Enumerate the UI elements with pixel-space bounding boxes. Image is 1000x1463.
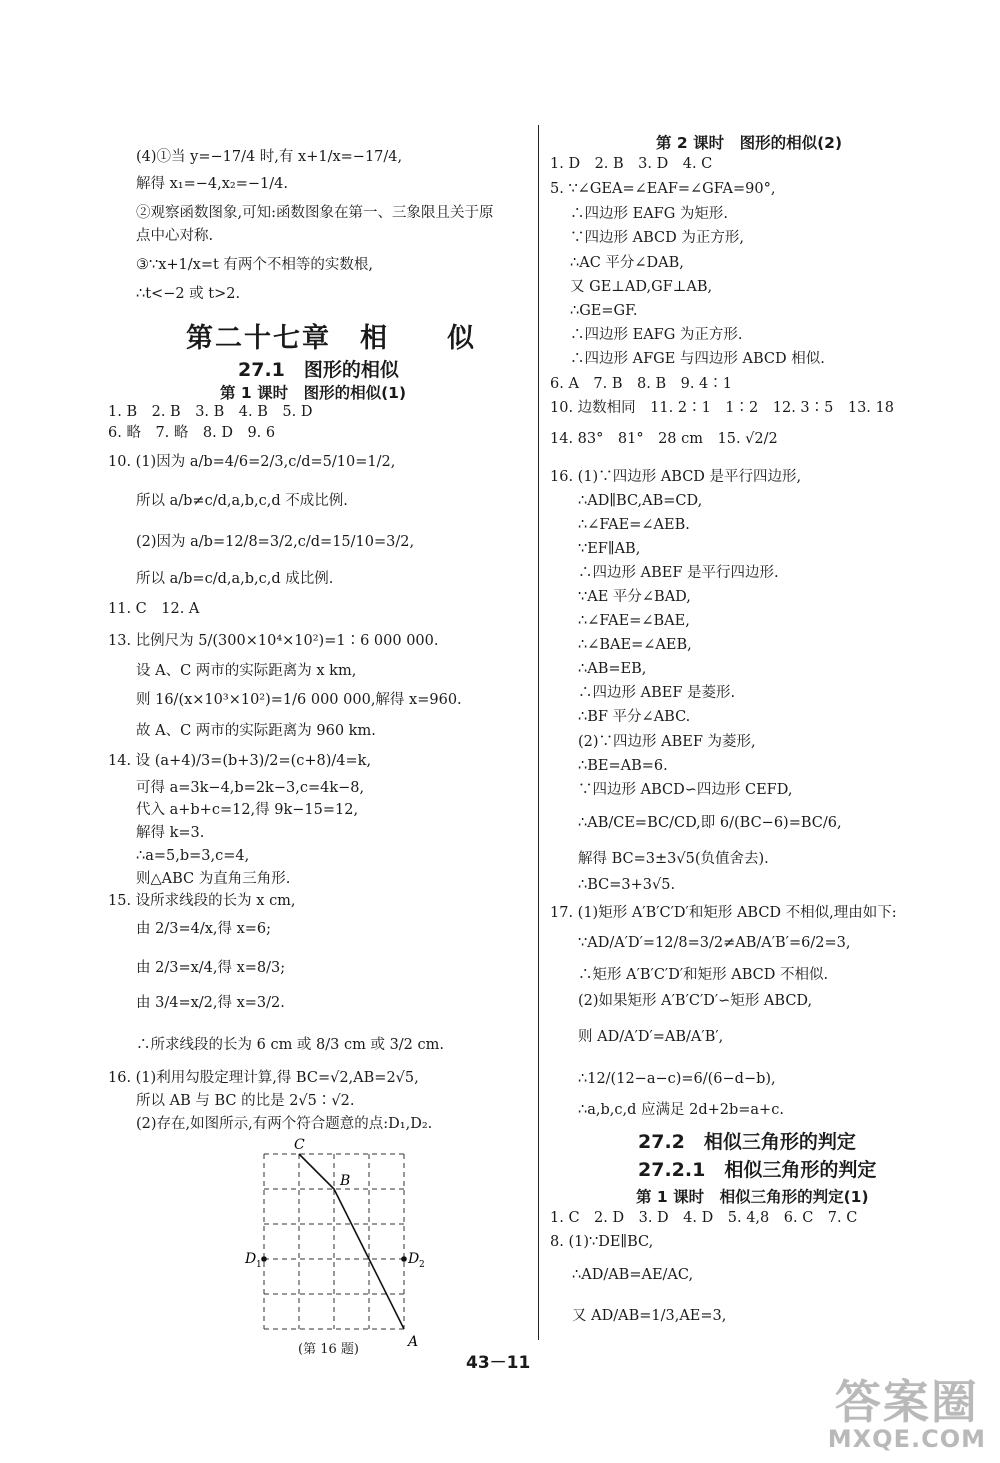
page-number: 43－11	[466, 1353, 531, 1373]
watermark-top: 答案圈	[834, 1375, 979, 1429]
answer-line: ∴AB=EB,	[578, 661, 647, 677]
answer-line: 可得 a=3k−4,b=2k−3,c=4k−8,	[136, 780, 365, 796]
answer-line: (2)存在,如图所示,有两个符合题意的点:D₁,D₂.	[136, 1116, 433, 1132]
answer-line: ∵四边形 ABCD∽四边形 CEFD,	[578, 782, 793, 798]
answer-line: 由 2/3=4/x,得 x=6;	[136, 921, 272, 937]
answer-line: 11. C 12. A	[108, 601, 200, 617]
answer-line: 由 2/3=x/4,得 x=8/3;	[136, 960, 286, 976]
answer-line: ∴AD/AB=AE/AC,	[572, 1267, 694, 1283]
figure-caption: (第 16 题)	[298, 1342, 359, 1357]
answer-line: 6. A 7. B 8. B 9. 4∶1	[550, 376, 733, 392]
answer-line: ∴AC 平分∠DAB,	[570, 255, 684, 271]
answer-line: 又 AD/AB=1/3,AE=3,	[572, 1308, 727, 1324]
answer-line: 由 3/4=x/2,得 x=3/2.	[136, 995, 285, 1011]
answer-line: 16. (1)∵四边形 ABCD 是平行四边形,	[550, 469, 802, 485]
answer-line: 1. C 2. D 3. D 4. D 5. 4,8 6. C 7. C	[550, 1210, 858, 1226]
answer-line: ∴四边形 ABEF 是平行四边形.	[578, 565, 779, 581]
answer-line: 代入 a+b+c=12,得 9k−15=12,	[136, 802, 359, 818]
answer-line: ∴a,b,c,d 应满足 2d+2b=a+c.	[578, 1102, 784, 1118]
lesson-title: 第 1 课时 图形的相似(1)	[220, 384, 407, 402]
answer-line: 解得 BC=3±3√5(负值舍去).	[578, 851, 769, 867]
answer-line: ∴AB/CE=BC/CD,即 6/(BC−6)=BC/6,	[578, 815, 842, 831]
grid-figure	[240, 1136, 430, 1361]
lesson-title: 第 1 课时 相似三角形的判定(1)	[636, 1188, 869, 1206]
answer-line: 设 A、C 两市的实际距离为 x km,	[136, 663, 357, 679]
answer-line: 1. D 2. B 3. D 4. C	[550, 156, 713, 172]
answer-line: 所以 AB 与 BC 的比是 2√5∶√2.	[136, 1093, 355, 1109]
lesson-title: 第 2 课时 图形的相似(2)	[656, 134, 843, 152]
column-divider	[538, 125, 539, 1340]
answer-line: 故 A、C 两市的实际距离为 960 km.	[136, 723, 376, 739]
answer-line: ∵四边形 ABCD 为正方形,	[570, 230, 744, 246]
answer-line: 10. 边数相同 11. 2∶1 1∶2 12. 3∶5 13. 18	[550, 400, 894, 416]
answer-line: 又 GE⊥AD,GF⊥AB,	[570, 279, 713, 295]
answer-line: 则 AD/A′D′=AB/A′B′,	[578, 1029, 724, 1045]
answer-line: ∴矩形 A′B′C′D′和矩形 ABCD 不相似.	[578, 967, 829, 983]
answer-line: ∴GE=GF.	[570, 303, 638, 319]
text-line: ③∵x+1/x=t 有两个不相等的实数根,	[136, 257, 374, 273]
answer-line: 则 16/(x×10³×10²)=1/6 000 000,解得 x=960.	[136, 692, 462, 708]
answer-line: 8. (1)∵DE∥BC,	[550, 1234, 654, 1250]
answer-line: ∴∠FAE=∠AEB.	[578, 517, 690, 533]
text-line: (4)①当 y=−17/4 时,有 x+1/x=−17/4,	[136, 149, 403, 165]
answer-line: ∵AD/A′D′=12/8=3/2≠AB/A′B′=6/2=3,	[578, 935, 851, 951]
answer-line: 14. 设 (a+4)/3=(b+3)/2=(c+8)/4=k,	[108, 753, 372, 769]
subsection-title: 27.2.1 相似三角形的判定	[638, 1159, 877, 1181]
answer-line: (2)因为 a/b=12/8=3/2,c/d=15/10=3/2,	[136, 534, 415, 550]
answer-line: ∴四边形 ABEF 是菱形.	[578, 685, 736, 701]
label-d1: D	[245, 1251, 257, 1267]
answer-line: ∴BE=AB=6.	[578, 758, 668, 774]
section-title: 27.1 图形的相似	[238, 359, 399, 381]
label-b: B	[340, 1173, 351, 1189]
answer-line: 15. 设所求线段的长为 x cm,	[108, 893, 296, 909]
segment-cba	[299, 1154, 404, 1329]
text-line: ②观察函数图象,可知:函数图象在第一、三象限且关于原	[136, 205, 494, 221]
label-d1-sub: 1	[256, 1260, 262, 1270]
label-d2-sub: 2	[419, 1260, 425, 1270]
point-d2	[401, 1256, 407, 1262]
answer-line: 1. B 2. B 3. B 4. B 5. D	[108, 404, 313, 420]
chapter-title: 第二十七章 相 似	[186, 323, 476, 354]
text-line: 解得 x₁=−4,x₂=−1/4.	[136, 176, 288, 192]
answer-line: ∴12/(12−a−c)=6/(6−d−b),	[578, 1071, 776, 1087]
label-c: C	[294, 1137, 305, 1153]
answer-line: (2)如果矩形 A′B′C′D′∽矩形 ABCD,	[578, 993, 813, 1009]
answer-line: ∴∠FAE=∠BAE,	[578, 613, 690, 629]
answer-line: ∴a=5,b=3,c=4,	[136, 848, 250, 864]
answer-line: 17. (1)矩形 A′B′C′D′和矩形 ABCD 不相似,理由如下:	[550, 905, 897, 921]
answer-line: 解得 k=3.	[136, 825, 205, 841]
answer-line: ∴BF 平分∠ABC.	[578, 709, 691, 725]
answer-line: 16. (1)利用勾股定理计算,得 BC=√2,AB=2√5,	[108, 1070, 419, 1086]
answer-line: 5. ∵∠GEA=∠EAF=∠GFA=90°,	[550, 181, 776, 197]
answer-line: 13. 比例尺为 5/(300×10⁴×10²)=1∶6 000 000.	[108, 633, 439, 649]
answer-line: ∴四边形 EAFG 为矩形.	[570, 206, 729, 222]
answer-line: ∴四边形 EAFG 为正方形.	[570, 327, 743, 343]
section-title: 27.2 相似三角形的判定	[638, 1131, 856, 1153]
watermark-logo	[827, 1375, 986, 1453]
watermark-bottom: MXQE.COM	[827, 1425, 986, 1453]
label-d2: D	[408, 1251, 420, 1267]
answer-line: 所以 a/b=c/d,a,b,c,d 成比例.	[136, 571, 334, 587]
answer-line: ∵EF∥AB,	[578, 541, 641, 557]
label-a: A	[408, 1334, 419, 1350]
point-d1	[261, 1256, 267, 1262]
answer-line: ∴BC=3+3√5.	[578, 877, 676, 893]
answer-line: ∴四边形 AFGE 与四边形 ABCD 相似.	[570, 351, 825, 367]
answer-line: ∴∠BAE=∠AEB,	[578, 637, 692, 653]
answer-line: 则△ABC 为直角三角形.	[136, 871, 291, 887]
answer-line: 10. (1)因为 a/b=4/6=2/3,c/d=5/10=1/2,	[108, 454, 396, 470]
answer-line: 所以 a/b≠c/d,a,b,c,d 不成比例.	[136, 493, 348, 509]
answer-line: (2)∵四边形 ABEF 为菱形,	[578, 734, 756, 750]
answer-line: ∴AD∥BC,AB=CD,	[578, 493, 703, 509]
text-line: ∴t<−2 或 t>2.	[136, 286, 241, 302]
answer-line: 6. 略 7. 略 8. D 9. 6	[108, 425, 276, 441]
answer-line: 14. 83° 81° 28 cm 15. √2/2	[550, 431, 778, 447]
answer-line: ∴所求线段的长为 6 cm 或 8/3 cm 或 3/2 cm.	[136, 1037, 444, 1053]
answer-line: ∵AE 平分∠BAD,	[578, 589, 691, 605]
text-line: 点中心对称.	[136, 228, 214, 244]
